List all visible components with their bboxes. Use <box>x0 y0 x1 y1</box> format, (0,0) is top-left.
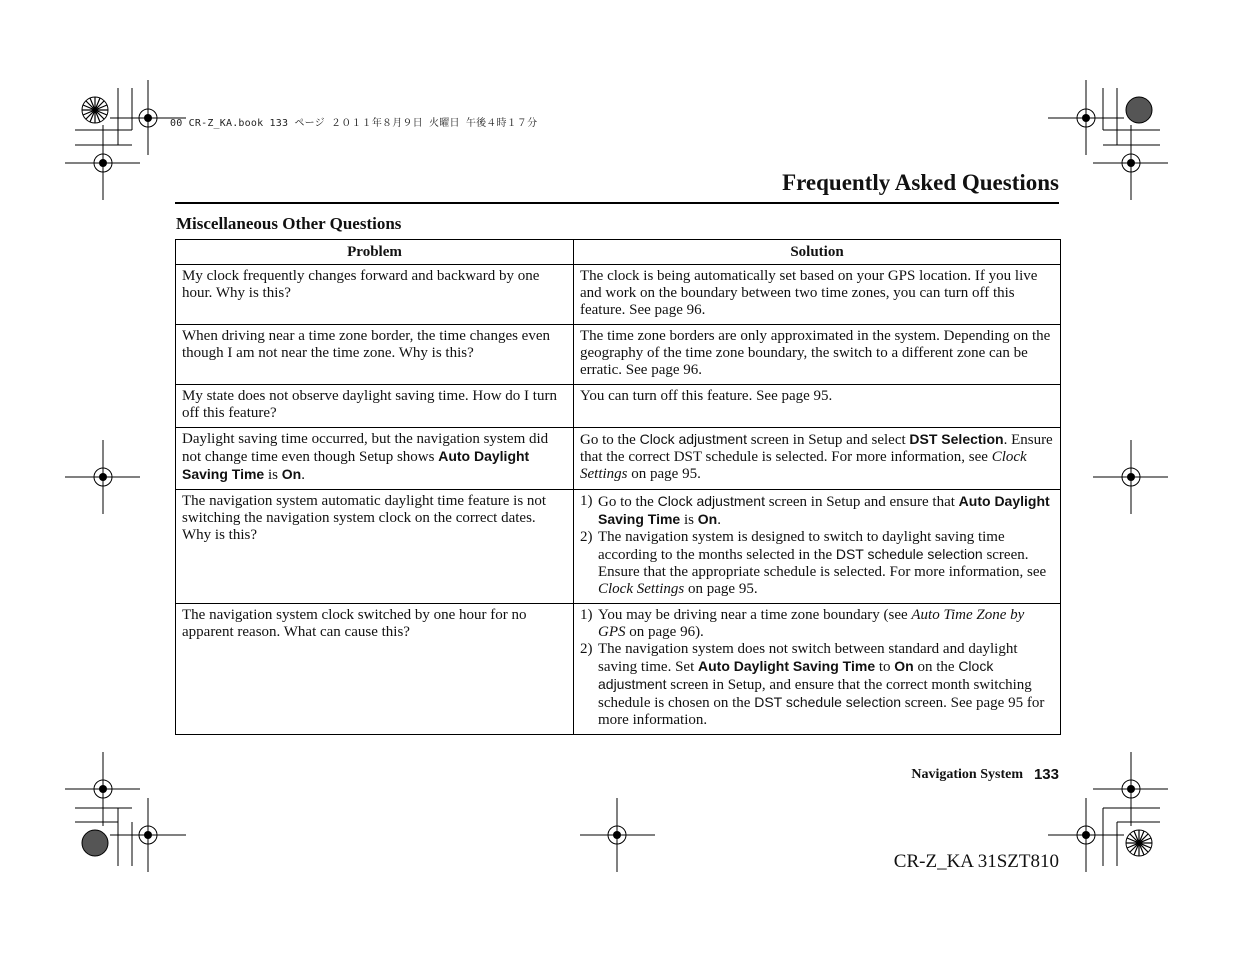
problem-text: is <box>264 467 282 483</box>
setting-value: On <box>697 511 718 527</box>
page-title: Frequently Asked Questions <box>782 170 1059 195</box>
table-row <box>176 604 1061 735</box>
solution-steps <box>580 607 1054 729</box>
section-heading: Miscellaneous Other Questions <box>176 214 402 233</box>
registration-dot <box>1127 473 1135 481</box>
setting-name: DST Selection <box>909 431 1004 447</box>
solution-cell: The time zone borders are only approximated in the system. Depending on the geography of the time zone boundary, the switch to a different zone can be erratic. See page 96. <box>574 325 1061 385</box>
solution-cell: You can turn off this feature. See page 95. <box>574 385 1061 428</box>
cross-reference: Clock Settings <box>580 449 1027 482</box>
registration-dot <box>1127 785 1135 793</box>
registration-dot <box>99 473 107 481</box>
step-text: to <box>875 659 895 675</box>
solution-step <box>580 641 1054 729</box>
registration-dot <box>99 785 107 793</box>
solution-cell <box>574 490 1061 604</box>
printer-slug-line: 00 CR-Z_KA.book 133 ページ ２０１１年８月９日 火曜日 午後４時１７分 <box>170 118 538 129</box>
screen-name: Clock adjustment <box>598 658 994 692</box>
problem-text: Daylight saving time occurred, but the navigation system did not change time even though Setup shows <box>182 431 549 465</box>
step-text: on page 95. <box>684 581 758 597</box>
step-number: 1) <box>580 493 593 509</box>
registration-dot <box>99 159 107 167</box>
step-number: 1) <box>580 607 593 623</box>
solution-cell <box>574 604 1061 735</box>
cross-reference: Clock Settings <box>598 581 685 597</box>
screen-name: DST schedule selection <box>835 546 983 562</box>
solution-step <box>580 607 1054 641</box>
step-text: screen. Ensure that the appropriate schedule is selected. For more information, see <box>598 547 1047 580</box>
step-text: screen in Setup, and ensure that the correct month switching schedule is chosen on the <box>598 677 1032 711</box>
solution-steps <box>580 493 1054 598</box>
column-header-solution: Solution <box>574 240 1061 265</box>
footer-section-name: Navigation System <box>911 767 1023 782</box>
step-number: 2) <box>580 641 593 657</box>
step-text: Go to the <box>598 494 658 510</box>
gray-target-icon <box>82 830 108 856</box>
problem-cell: When driving near a time zone border, the time changes even though I am not near the time zone. Why is this? <box>176 325 574 385</box>
registration-dot <box>613 831 621 839</box>
solution-text: Go to the <box>580 432 640 448</box>
step-text: You may be driving near a time zone boundary (see <box>598 607 912 623</box>
column-header-problem: Problem <box>176 240 574 265</box>
solution-text: screen in Setup and select <box>746 432 910 448</box>
registration-dot <box>1127 159 1135 167</box>
problem-cell: The navigation system automatic daylight time feature is not switching the navigation system clock on the correct dates. Why is this? <box>176 490 574 604</box>
solution-cell: The clock is being automatically set based on your GPS location. If you live and work on the boundary between two time zones, you can turn off this feature. See page 96. <box>574 265 1061 325</box>
setting-name: Auto Daylight Saving Time <box>598 493 1050 527</box>
solution-step <box>580 493 1054 529</box>
table-row <box>176 428 1061 490</box>
setting-name: Auto Daylight Saving Time <box>698 658 876 674</box>
page-number: 133 <box>1033 766 1059 783</box>
step-number: 2) <box>580 529 593 545</box>
setting-name: Auto Daylight Saving Time <box>182 448 530 482</box>
screen-name: Clock adjustment <box>657 493 765 509</box>
problem-cell <box>176 428 574 490</box>
gray-target-icon <box>1126 97 1152 123</box>
table-row <box>176 490 1061 604</box>
setting-value: On <box>281 466 302 482</box>
title-rule <box>175 202 1059 204</box>
solution-text: on page 95. <box>627 466 701 482</box>
solution-step <box>580 529 1054 598</box>
registration-dot <box>144 114 152 122</box>
registration-dot <box>144 831 152 839</box>
step-text: on page 96). <box>625 624 704 640</box>
solution-text: . Ensure that the correct DST schedule is selected. For more information, see <box>580 432 1053 465</box>
cross-reference: Auto Time Zone by GPS <box>598 607 1025 640</box>
table-header-row <box>176 240 1061 265</box>
screen-name: DST schedule selection <box>754 694 902 710</box>
step-text: screen in Setup and ensure that <box>764 494 959 510</box>
document-code: CR-Z_KA 31SZT810 <box>893 851 1059 872</box>
table-row <box>176 325 1061 385</box>
registration-dot <box>1082 831 1090 839</box>
solution-cell <box>574 428 1061 490</box>
problem-cell: The navigation system clock switched by one hour for no apparent reason. What can cause this? <box>176 604 574 735</box>
table-row <box>176 265 1061 325</box>
problem-cell: My clock frequently changes forward and backward by one hour. Why is this? <box>176 265 574 325</box>
step-text: The navigation system is designed to switch to daylight saving time according to the months selected in the <box>598 529 1005 563</box>
problem-cell: My state does not observe daylight saving time. How do I turn off this feature? <box>176 385 574 428</box>
registration-dot <box>1082 114 1090 122</box>
setting-value: On <box>894 658 914 674</box>
step-text: The navigation system does not switch between standard and daylight saving time. Set <box>598 641 1018 675</box>
step-text: screen. See page 95 for more information. <box>598 695 1045 728</box>
faq-table <box>175 239 1061 735</box>
step-text: . <box>717 512 721 528</box>
table-row <box>176 385 1061 428</box>
step-text: on the <box>913 659 959 675</box>
step-text: is <box>680 512 698 528</box>
problem-text: . <box>301 467 305 483</box>
screen-name: Clock adjustment <box>639 431 747 447</box>
